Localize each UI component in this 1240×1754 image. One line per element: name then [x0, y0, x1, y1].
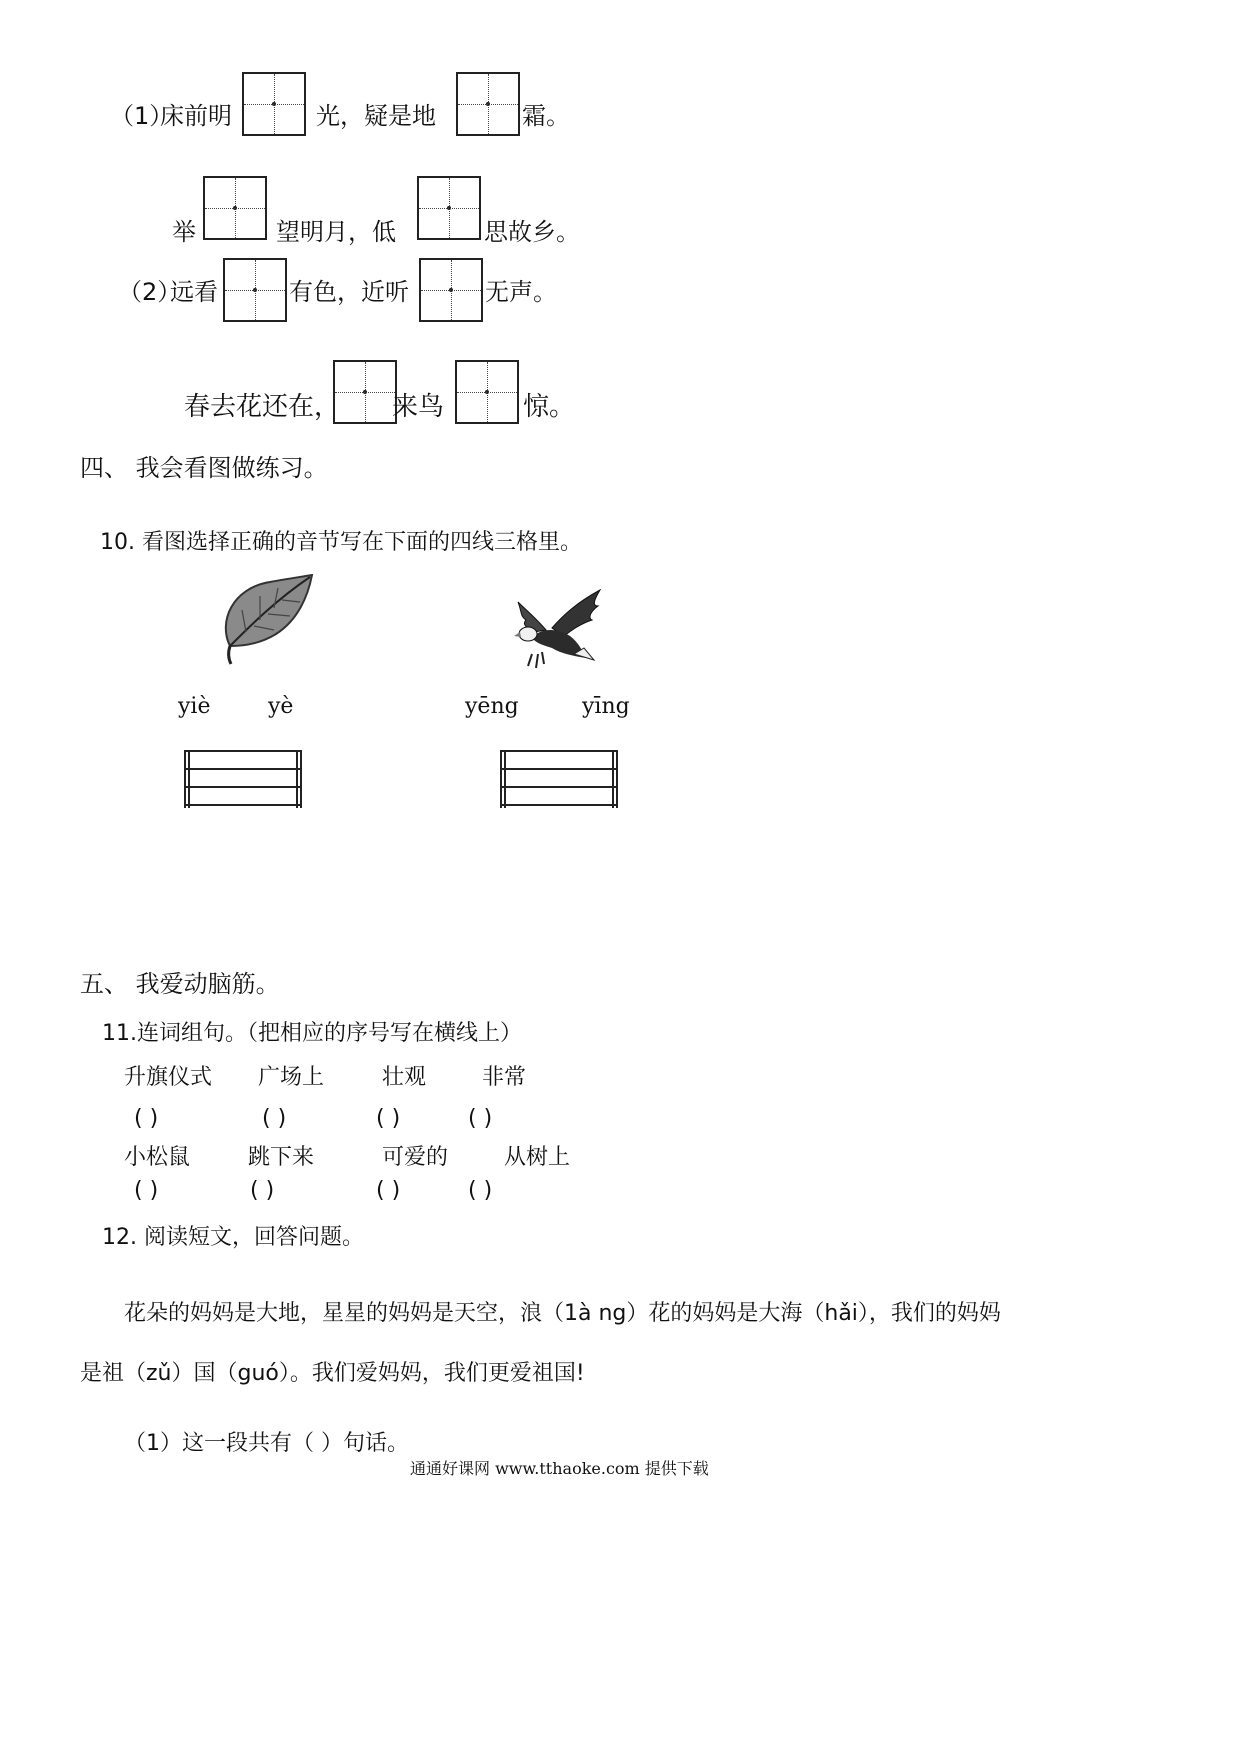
q2-text-b: 有色，近听 — [289, 278, 409, 306]
pinyin-writing-grid[interactable] — [184, 750, 302, 808]
section-4-title: 四、 我会看图做练习。 — [80, 454, 328, 482]
q2-text-c: 无声。 — [485, 278, 557, 306]
writing-box[interactable] — [242, 72, 306, 136]
answer-blank[interactable]: ( ) — [468, 1178, 493, 1203]
q1-text-b: 光，疑是地 — [316, 102, 436, 130]
eagle-right-wing — [552, 590, 600, 636]
passage-line-2: 是祖（zǔ）国（guó）。我们爱妈妈，我们更爱祖国! — [80, 1361, 585, 1386]
passage-line-1: 花朵的妈妈是大地，星星的妈妈是天空，浪（1à ng）花的妈妈是大海（hǎi），我们的妈妈 — [124, 1301, 1001, 1326]
word-card: 跳下来 — [248, 1145, 315, 1170]
word-card: 非常 — [482, 1065, 527, 1090]
writing-box[interactable] — [333, 360, 397, 424]
writing-box[interactable] — [419, 258, 483, 322]
q2-text-f: 惊。 — [523, 392, 576, 422]
q1-text-c: 霜。 — [522, 102, 570, 130]
question-12: 12. 阅读短文，回答问题。 — [102, 1225, 364, 1250]
eagle-head — [519, 627, 537, 641]
answer-blank[interactable]: ( ) — [376, 1178, 401, 1203]
question-10: 10. 看图选择正确的音节写在下面的四线三格里。 — [100, 530, 582, 555]
q2-text-d: 春去花还在， — [184, 392, 341, 422]
writing-box[interactable] — [203, 176, 267, 240]
question-11: 11.连词组句。（把相应的序号写在横线上） — [102, 1021, 522, 1046]
word-card: 广场上 — [258, 1065, 325, 1090]
q2-number: （2） — [118, 278, 182, 306]
q1-text-f: 思故乡。 — [484, 218, 580, 246]
word-card: 小松鼠 — [124, 1145, 191, 1170]
answer-blank[interactable]: ( ) — [250, 1178, 275, 1203]
leaf-picture — [214, 574, 314, 666]
writing-box[interactable] — [456, 72, 520, 136]
eagle-picture — [512, 588, 604, 670]
eagle-talons — [528, 652, 544, 668]
word-card: 升旗仪式 — [124, 1065, 213, 1090]
eagle-option-2: yīng — [582, 694, 630, 719]
eagle-option-1: yēng — [465, 694, 519, 719]
leaf-option-2: yè — [268, 694, 294, 719]
writing-box[interactable] — [223, 258, 287, 322]
q2-text-e: 来鸟 — [392, 392, 445, 422]
q1-text-d: 举 — [172, 218, 196, 246]
footer-source: 通通好课网 www.tthaoke.com 提供下载 — [410, 1459, 709, 1478]
word-card: 从树上 — [504, 1145, 571, 1170]
answer-blank[interactable]: ( ) — [134, 1106, 159, 1131]
section-5-title: 五、 我爱动脑筋。 — [80, 970, 280, 998]
answer-blank[interactable]: ( ) — [262, 1106, 287, 1131]
word-card: 可爱的 — [382, 1145, 449, 1170]
sub-question-1: （1）这一段共有（ ）句话。 — [124, 1431, 409, 1456]
answer-blank[interactable]: ( ) — [468, 1106, 493, 1131]
pinyin-writing-grid[interactable] — [500, 750, 618, 808]
q1-number: （1） — [110, 102, 174, 130]
answer-blank[interactable]: ( ) — [376, 1106, 401, 1131]
eagle-beak — [514, 632, 521, 637]
writing-box[interactable] — [417, 176, 481, 240]
q1-text-e: 望明月，低 — [276, 218, 396, 246]
answer-blank[interactable]: ( ) — [134, 1178, 159, 1203]
leaf-option-1: yiè — [178, 694, 211, 719]
word-card: 壮观 — [382, 1065, 427, 1090]
q2-text-a: 远看 — [170, 278, 218, 306]
writing-box[interactable] — [455, 360, 519, 424]
q1-text-a: 床前明 — [160, 102, 232, 130]
leaf-stem — [229, 646, 231, 664]
